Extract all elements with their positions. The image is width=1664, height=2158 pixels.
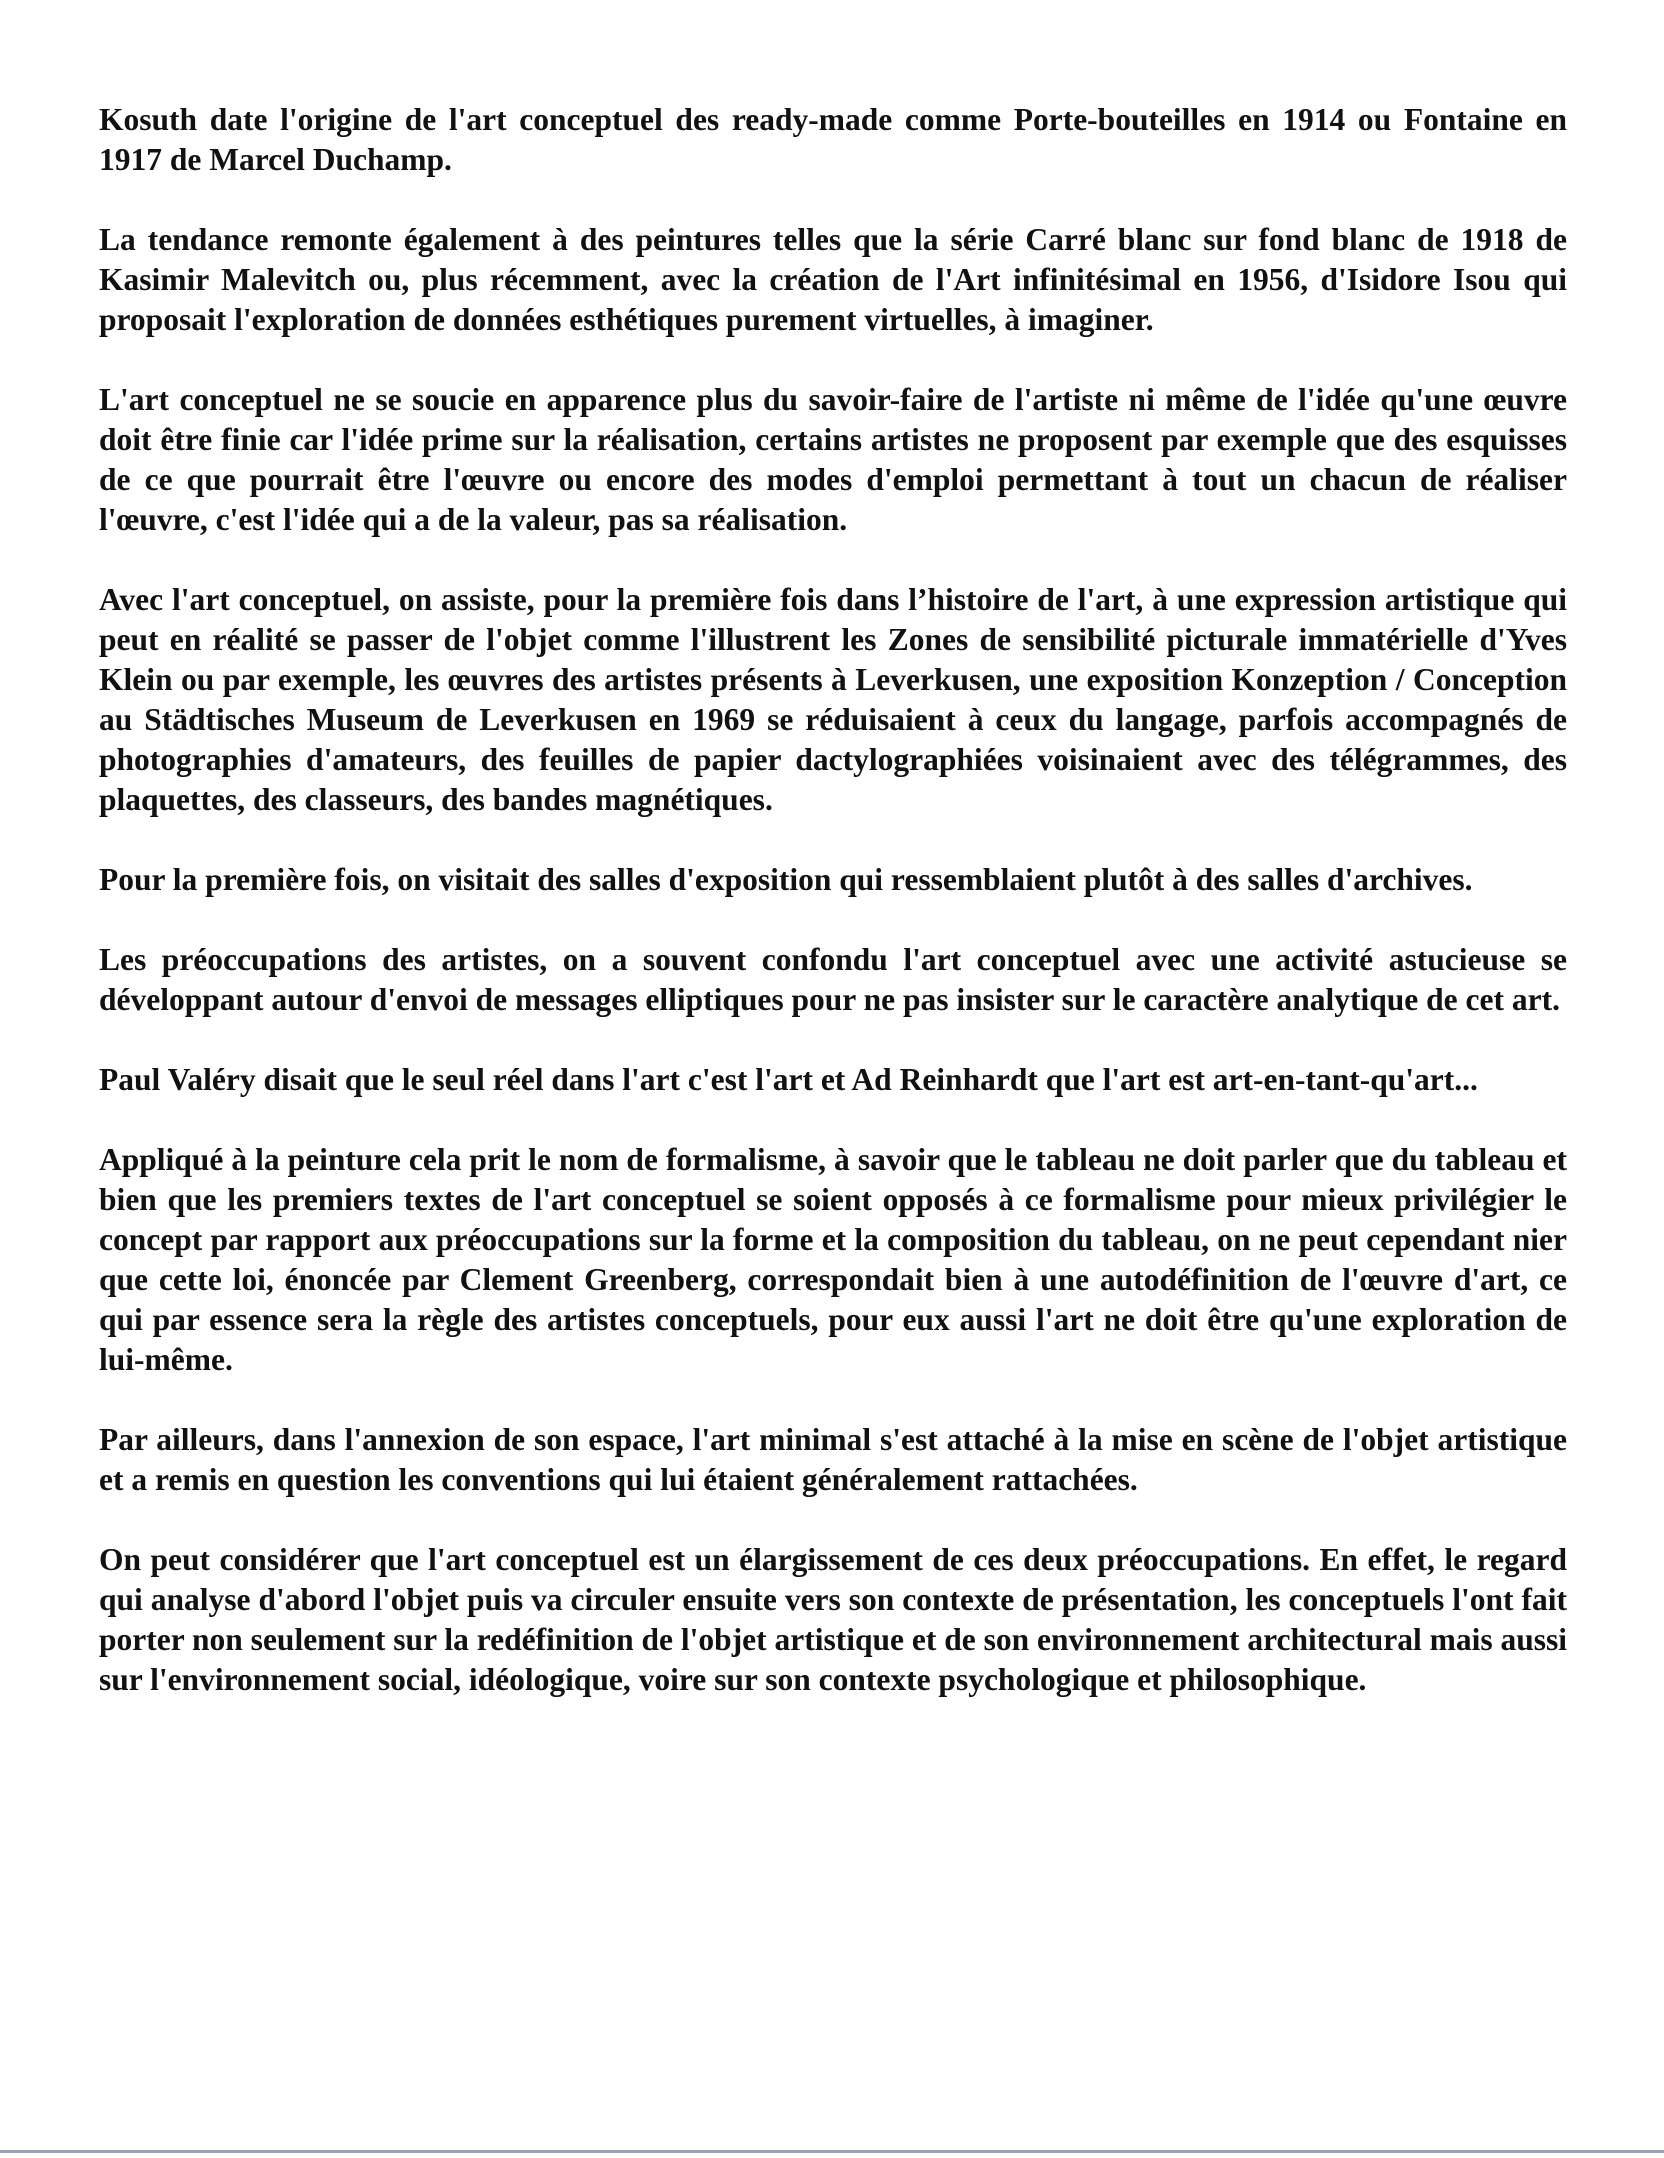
bottom-divider [0,2150,1664,2153]
paragraph-5: Pour la première fois, on visitait des salles d'exposition qui ressemblaient plutôt à des salles d'archives. [99,862,1473,897]
paragraph-9: Par ailleurs, dans l'annexion de son espace, l'art minimal s'est attaché à la mise en scène de l'objet artistique et a remis en question les conventions qui lui étaient généralement rattachées. [99,1422,1567,1497]
paragraph-2: La tendance remonte également à des peintures telles que la série Carré blanc sur fond blanc de 1918 de Kasimir Malevitch ou, plus récemment, avec la création de l'Art infinitésimal en 1956, d'Isidore Isou qui proposait l'exploration de données esthétiques purement virtuelles, à imaginer. [99,222,1567,337]
document-body [99,100,1567,1700]
paragraph-4: Avec l'art conceptuel, on assiste, pour la première fois dans l’histoire de l'art, à une expression artistique qui peut en réalité se passer de l'objet comme l'illustrent les Zones de sensibilité picturale immatérielle d'Yves Klein ou par exemple, les œuvres des artistes présents à Leverkusen, une exposition Konzeption / Conception au Städtisches Museum de Leverkusen en 1969 se réduisaient à ceux du langage, parfois accompagnés de photographies d'amateurs, des feuilles de papier dactylographiées voisinaient avec des télégrammes, des plaquettes, des classeurs, des bandes magnétiques. [99,582,1567,817]
paragraph-8: Appliqué à la peinture cela prit le nom de formalisme, à savoir que le tableau ne doit parler que du tableau et bien que les premiers textes de l'art conceptuel se soient opposés à ce formalisme pour mieux privilégier le concept par rapport aux préoccupations sur la forme et la composition du tableau, on ne peut cependant nier que cette loi, énoncée par Clement Greenberg, correspondait bien à une autodéfinition de l'œuvre d'art, ce qui par essence sera la règle des artistes conceptuels, pour eux aussi l'art ne doit être qu'une exploration de lui-même. [99,1142,1567,1377]
paragraph-3: L'art conceptuel ne se soucie en apparence plus du savoir-faire de l'artiste ni même de l'idée qu'une œuvre doit être finie car l'idée prime sur la réalisation, certains artistes ne proposent par exemple que des esquisses de ce que pourrait être l'œuvre ou encore des modes d'emploi permettant à tout un chacun de réaliser l'œuvre, c'est l'idée qui a de la valeur, pas sa réalisation. [99,382,1567,537]
paragraph-1: Kosuth date l'origine de l'art conceptuel des ready-made comme Porte-bouteilles en 1914 ou Fontaine en 1917 de Marcel Duchamp. [99,102,1567,177]
paragraph-10: On peut considérer que l'art conceptuel est un élargissement de ces deux préoccupations. En effet, le regard qui analyse d'abord l'objet puis va circuler ensuite vers son contexte de présentation, les conceptuels l'ont fait porter non seulement sur la redéfinition de l'objet artistique et de son environnement architectural mais aussi sur l'environnement social, idéologique, voire sur son contexte psychologique et philosophique. [99,1542,1567,1697]
paragraph-7: Paul Valéry disait que le seul réel dans l'art c'est l'art et Ad Reinhardt que l'art est art-en-tant-qu'art... [99,1062,1478,1097]
paragraph-6: Les préoccupations des artistes, on a souvent confondu l'art conceptuel avec une activité astucieuse se développant autour d'envoi de messages elliptiques pour ne pas insister sur le caractère analytique de cet art. [99,942,1567,1017]
